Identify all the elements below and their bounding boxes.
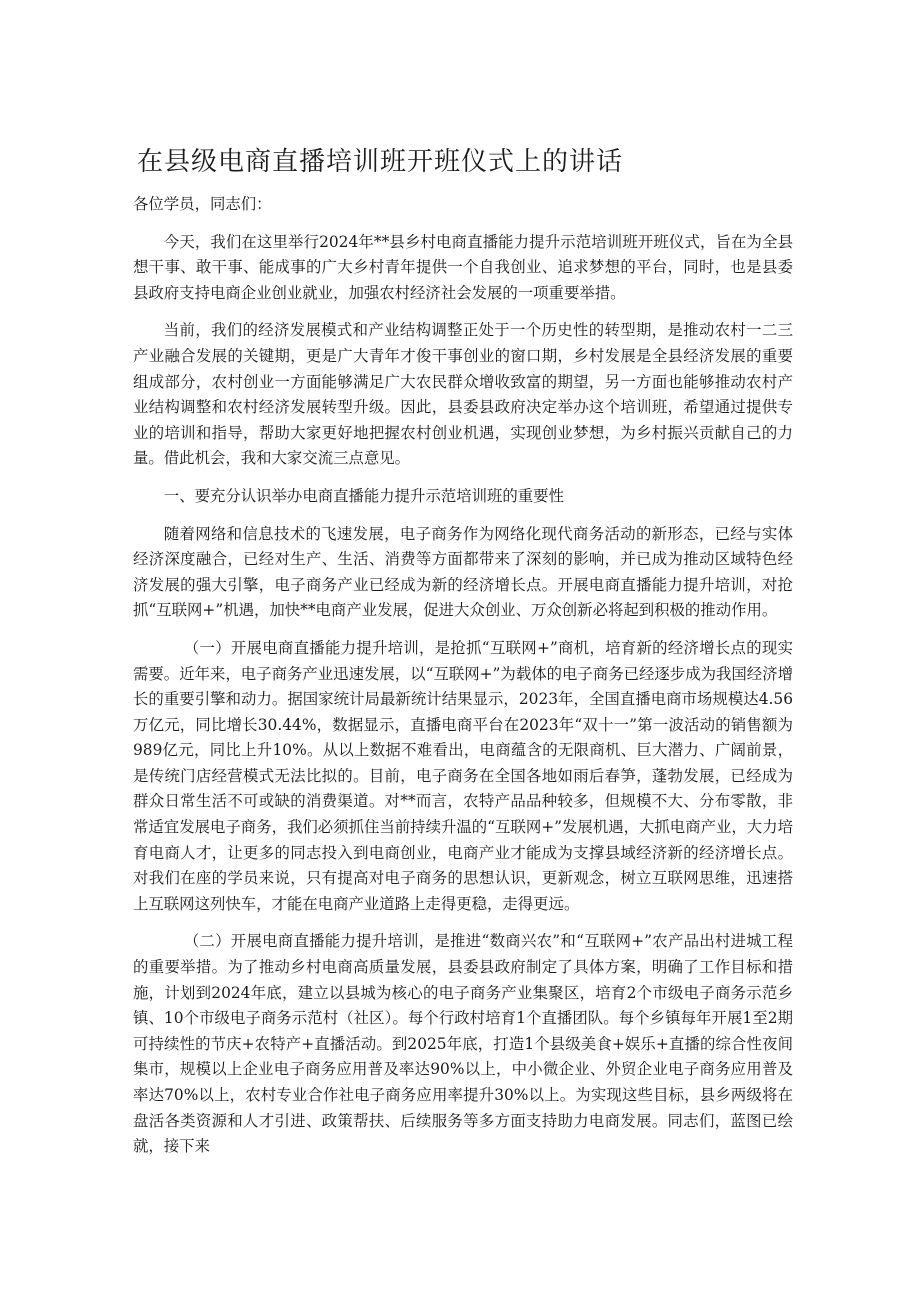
paragraph-development: 随着网络和信息技术的飞速发展，电子商务作为网络化现代商务活动的新形态，已经与实体经济深度融合，已经对生产、生活、消费等方面都带来了深刻的影响，并已成为推动区域特色经济发展的强大引擎，电子商务产业已经成为新的经济增长点。开展电商直播能力提升培训，对抢抓“互联网+”机遇，加快**电商产业发展，促进大众创业、万众创新必将起到积极的推动作用。	[133, 524, 793, 620]
salutation: 各位学员，同志们：	[133, 195, 272, 213]
document-title: 在县级电商直播培训班开班仪式上的讲话	[137, 147, 624, 177]
paragraph-point-1: （一）开展电商直播能力提升培训，是抢抓“互联网+”商机，培育新的经济增长点的现实需要。近年来，电子商务产业迅速发展，以“互联网+”为载体的电子商务已经逐步成为我国经济增长的重要引擎和动力。据国家统计局最新统计结果显示，2023年，全国直播电商市场规模达4.56万亿元，同比增长30.44%，数据显示，直播电商平台在2023年“双十一”第一波活动的销售额为989亿元，同比上升10%。从以上数据不难看出，电商蕴含的无限商机、巨大潜力、广阔前景，是传统门店经营模式无法比拟的。目前，电子商务在全国各地如雨后春笋，蓬勃发展，已经成为群众日常生活不可或缺的消费渠道。对**而言，农特产品品种较多，但规模不大、分布零散，非常适宜发展电子商务，我们必须抓住当前持续升温的“互联网+”发展机遇，大抓电商产业，大力培育电商人才，让更多的同志投入到电商创业，电商产业才能成为支撑县域经济新的经济增长点。对我们在座的学员来说，只有提高对电子商务的思想认识，更新观念，树立互联网思维，迅速搭上互联网这列快车，才能在电商产业道路上走得更稳，走得更远。	[133, 638, 793, 913]
section-heading-1: 一、要充分认识举办电商直播能力提升示范培训班的重要性	[163, 486, 564, 505]
paragraph-opening: 今天，我们在这里举行2024年**县乡村电商直播能力提升示范培训班开班仪式，旨在为全县想干事、敢干事、能成事的广大乡村青年提供一个自我创业、追求梦想的平台，同时，也是县委县政府支持电商企业创业就业，加强农村经济社会发展的一项重要举措。	[133, 232, 793, 302]
paragraph-point-2: （二）开展电商直播能力提升培训，是推进“数商兴农”和“互联网+”农产品出村进城工程的重要举措。为了推动乡村电商高质量发展，县委县政府制定了具体方案，明确了工作目标和措施，计划到2024年底，建立以县城为核心的电子商务产业集聚区，培育2个市级电子商务示范乡镇、10个市级电子商务示范村（社区）。每个行政村培育1个直播团队。每个乡镇每年开展1至2期可持续性的节庆+农特产+直播活动。到2025年底，打造1个县级美食+娱乐+直播的综合性夜间集市，规模以上企业电子商务应用普及率达90%以上，中小微企业、外贸企业电子商务应用普及率达70%以上，农村专业合作社电子商务应用率提升30%以上。为实现这些目标，县乡两级将在盘活各类资源和人才引进、政策帮扶、后续服务等多方面支持助力电商发展。同志们，蓝图已绘就，接下来	[133, 932, 793, 1156]
paragraph-background: 当前，我们的经济发展模式和产业结构调整正处于一个历史性的转型期，是推动农村一二三产业融合发展的关键期，更是广大青年才俊干事创业的窗口期，乡村发展是全县经济发展的重要组成部分，农村创业一方面能够满足广大农民群众增收致富的期望，另一方面也能够推动农村产业结构调整和农村经济发展转型升级。因此，县委县政府决定举办这个培训班，希望通过提供专业的培训和指导，帮助大家更好地把握农村创业机遇，实现创业梦想，为乡村振兴贡献自己的力量。借此机会，我和大家交流三点意见。	[133, 321, 793, 468]
document-page	[133, 142, 793, 1172]
